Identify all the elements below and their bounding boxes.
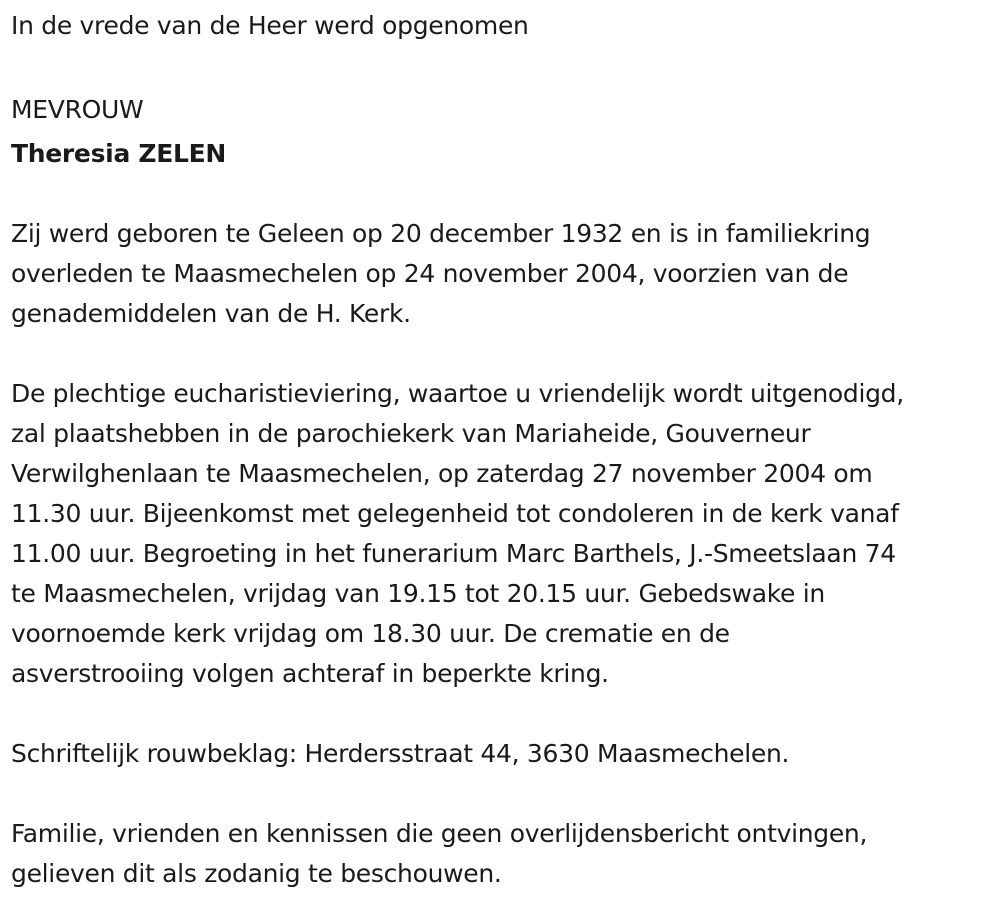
paragraph-line: asverstrooiing volgen achteraf in beperkte kring. [11, 659, 609, 688]
paragraph-line: te Maasmechelen, vrijdag van 19.15 tot 20.15 uur. Gebedswake in [11, 579, 825, 608]
paragraph-line: voornoemde kerk vrijdag om 18.30 uur. De crematie en de [11, 619, 730, 648]
deceased-name: Theresia ZELEN [11, 139, 227, 168]
paragraph-line: gelieven dit als zodanig te beschouwen. [11, 859, 502, 888]
paragraph-line: 11.30 uur. Bijeenkomst met gelegenheid tot condoleren in de kerk vanaf [11, 499, 899, 528]
spacer [11, 334, 1000, 374]
paragraph-condolence [11, 734, 1000, 774]
paragraph-birth [11, 214, 1000, 334]
intro-text: In de vrede van de Heer werd opgenomen [11, 11, 529, 40]
paragraph-line: Familie, vrienden en kennissen die geen overlijdensbericht ontvingen, [11, 819, 868, 848]
spacer [11, 694, 1000, 734]
paragraph-notice [11, 814, 1000, 894]
paragraph-line: 11.00 uur. Begroeting in het funerarium Marc Barthels, J.-Smeetslaan 74 [11, 539, 896, 568]
paragraph-line: zal plaatshebben in de parochiekerk van Mariaheide, Gouverneur [11, 419, 811, 448]
honorific: MEVROUW [11, 95, 144, 124]
paragraph-line: Zij werd geboren te Geleen op 20 december 1932 en is in familiekring [11, 219, 871, 248]
spacer [11, 774, 1000, 814]
paragraph-line: overleden te Maasmechelen op 24 november 2004, voorzien van de [11, 259, 849, 288]
paragraph-line: De plechtige eucharistieviering, waartoe u vriendelijk wordt uitgenodigd, [11, 379, 904, 408]
paragraph-ceremony [11, 374, 1000, 694]
spacer [11, 174, 1000, 214]
paragraph-line: genademiddelen van de H. Kerk. [11, 299, 411, 328]
paragraph-line: Verwilghenlaan te Maasmechelen, op zaterdag 27 november 2004 om [11, 459, 873, 488]
paragraph-line: Schriftelijk rouwbeklag: Herdersstraat 44, 3630 Maasmechelen. [11, 739, 790, 768]
spacer [11, 46, 1000, 86]
